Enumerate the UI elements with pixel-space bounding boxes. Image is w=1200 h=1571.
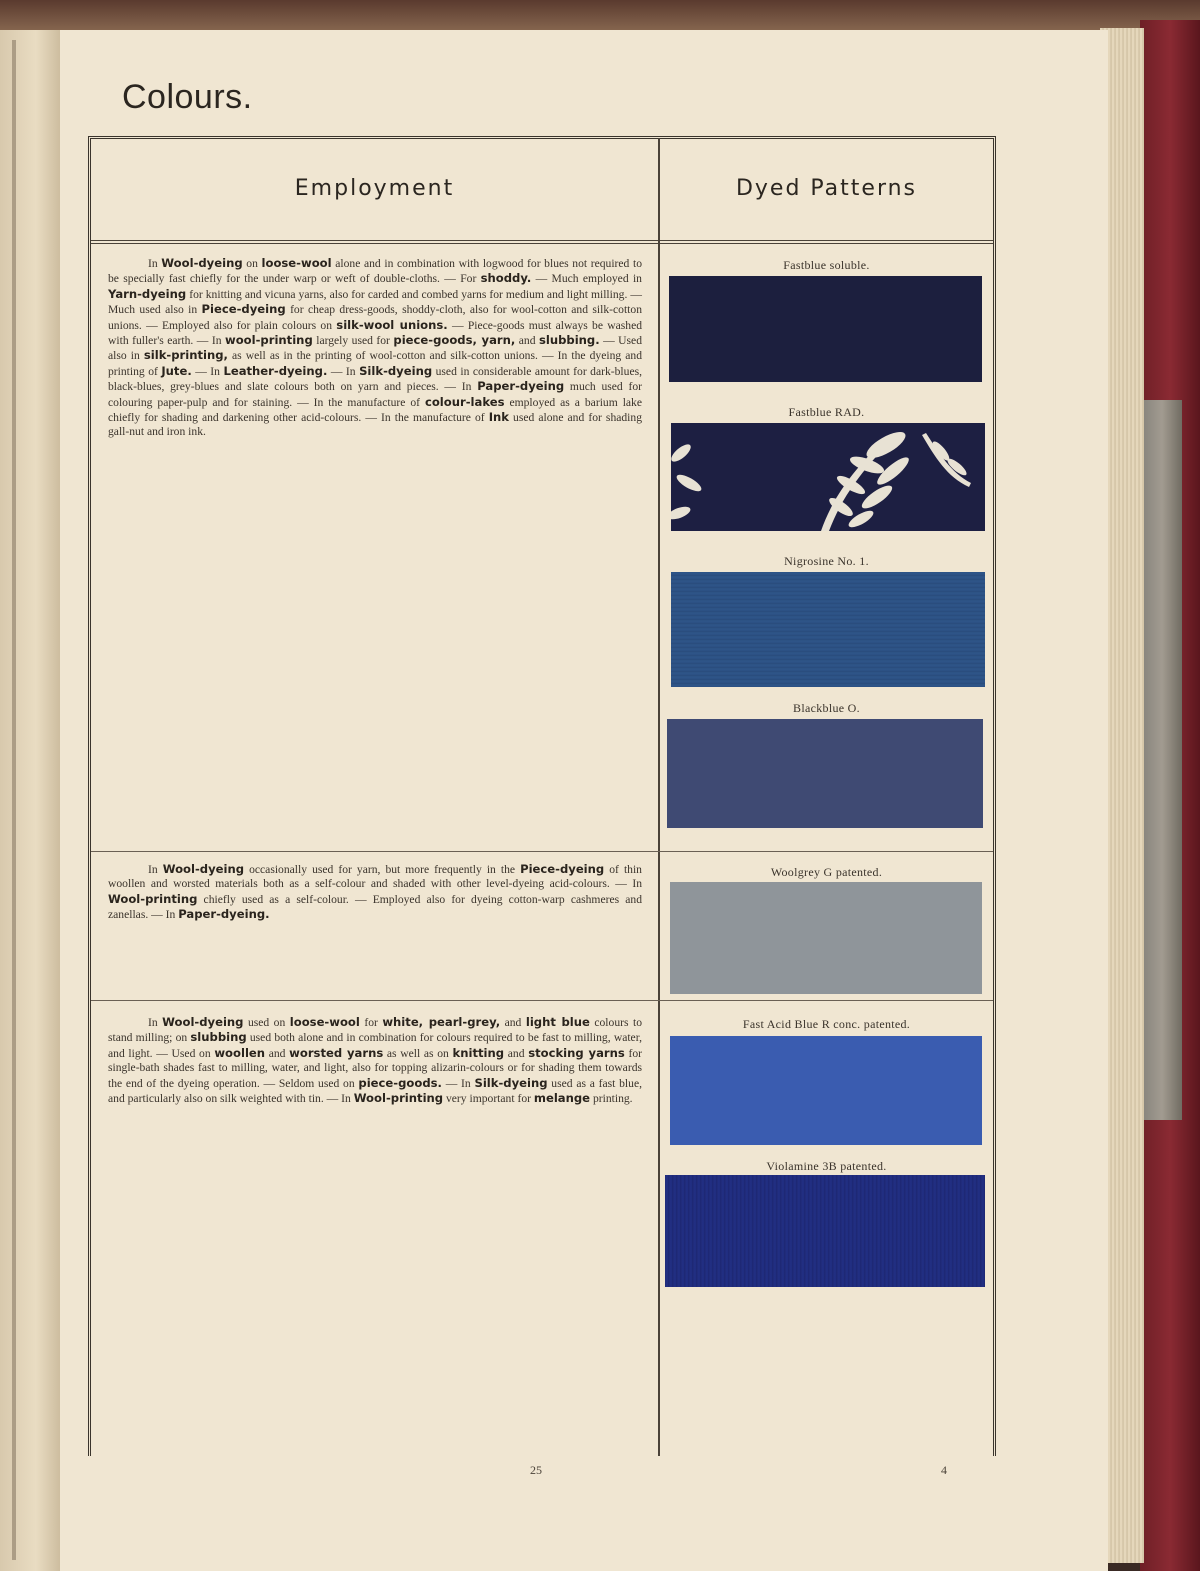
leaf-print-icon: [671, 423, 985, 531]
page-title: Colours.: [122, 78, 253, 116]
swatch-label: Blackblue O.: [793, 701, 860, 715]
employment-paragraph-1: In Wool-dyeing on loose-wool alone and in combination with logwood for blues not required to be specially fast chiefly for the under warp or weft of double-cloths. — For shoddy. — Much employed in Yarn-dyeing for knitting and vicuna yarns, also for carded and combed yarns for medium and light milling. — Much used also in Piece-dyeing for cheap dress-goods, shoddy-cloth, also for wool-cotton and silk-cotton unions. — Employed also for plain colours on silk-wool unions. — Piece-goods must always be washed with fuller's earth. — In wool-printing largely used for piece-goods, yarn, and slubbing. — Used also in silk-printing, as well as in the printing of wool-cotton and silk-cotton unions. — In the dyeing and printing of Jute. — In Leather-dyeing. — In Silk-dyeing used in considerable amount for dark-blues, black-blues, grey-blues and slate colours both on yarn and pieces. — In Paper-dyeing much used for colouring paper-pulp and for staining. — In the manufacture of colour-lakes employed as a barium lake chiefly for shading and darkening other acid-colours. — In the manufacture of Ink used alone and for shading gall-nut and iron ink.: [108, 256, 643, 439]
swatch-label: Fastblue RAD.: [788, 405, 865, 419]
swatch-label: Woolgrey G patented.: [770, 865, 883, 879]
left-facing-page: [0, 30, 60, 1571]
header-dyed-patterns: Dyed Patterns: [735, 176, 918, 201]
header-employment: Employment: [294, 176, 455, 201]
dyed-pattern-swatch-printed: [671, 423, 985, 531]
plate-number: 4: [941, 1463, 947, 1477]
dyed-pattern-swatch: [667, 719, 983, 828]
dyed-pattern-swatch: [671, 572, 985, 687]
employment-paragraph-2: In Wool-dyeing occasionally used for yarn, but more frequently in the Piece-dyeing of thin woollen and worsted materials both as a self-colour and shaded with other level-dyeing acid-colours. — In Wool-printing chiefly used as a self-colour. — Employed also for dyeing cotton-warp cashmeres and zanellas. — In Paper-dyeing.: [108, 862, 642, 922]
swatch-label: Violamine 3B patented.: [766, 1159, 887, 1173]
row-divider: [91, 1000, 993, 1001]
employment-paragraph-3: In Wool-dyeing used on loose-wool for white, pearl-grey, and light blue colours to stand milling; on slubbing used both alone and in combination for colours required to be fast to milling, water, and light. — Used on woollen and worsted yarns as well as on knitting and stocking yarns for single-bath shades fast to milling, water, and light, also for topping alizarin-colours or for shading them towards the end of the dyeing operation. — Seldom used on piece-goods. — In Silk-dyeing used as a fast blue, and particularly also on silk weighted with tin. — In Wool-printing very important for melange printing.: [108, 1015, 642, 1106]
header-rule: [91, 240, 993, 244]
dyed-pattern-swatch: [669, 276, 982, 382]
dyed-pattern-swatch: [670, 1036, 982, 1145]
dyed-pattern-swatch: [665, 1175, 985, 1287]
page-number: 25: [530, 1463, 542, 1477]
swatch-label: Fast Acid Blue R conc. patented.: [742, 1017, 911, 1031]
swatch-label: Nigrosine No. 1.: [784, 554, 869, 568]
book-top-edge: [0, 0, 1200, 34]
dyed-pattern-swatch: [670, 882, 982, 994]
row-divider: [91, 851, 993, 852]
binding-cloth-strip: [1142, 400, 1182, 1120]
swatch-label: Fastblue soluble.: [783, 258, 870, 272]
left-page-gutter: [12, 40, 16, 1560]
column-divider: [658, 138, 660, 1456]
